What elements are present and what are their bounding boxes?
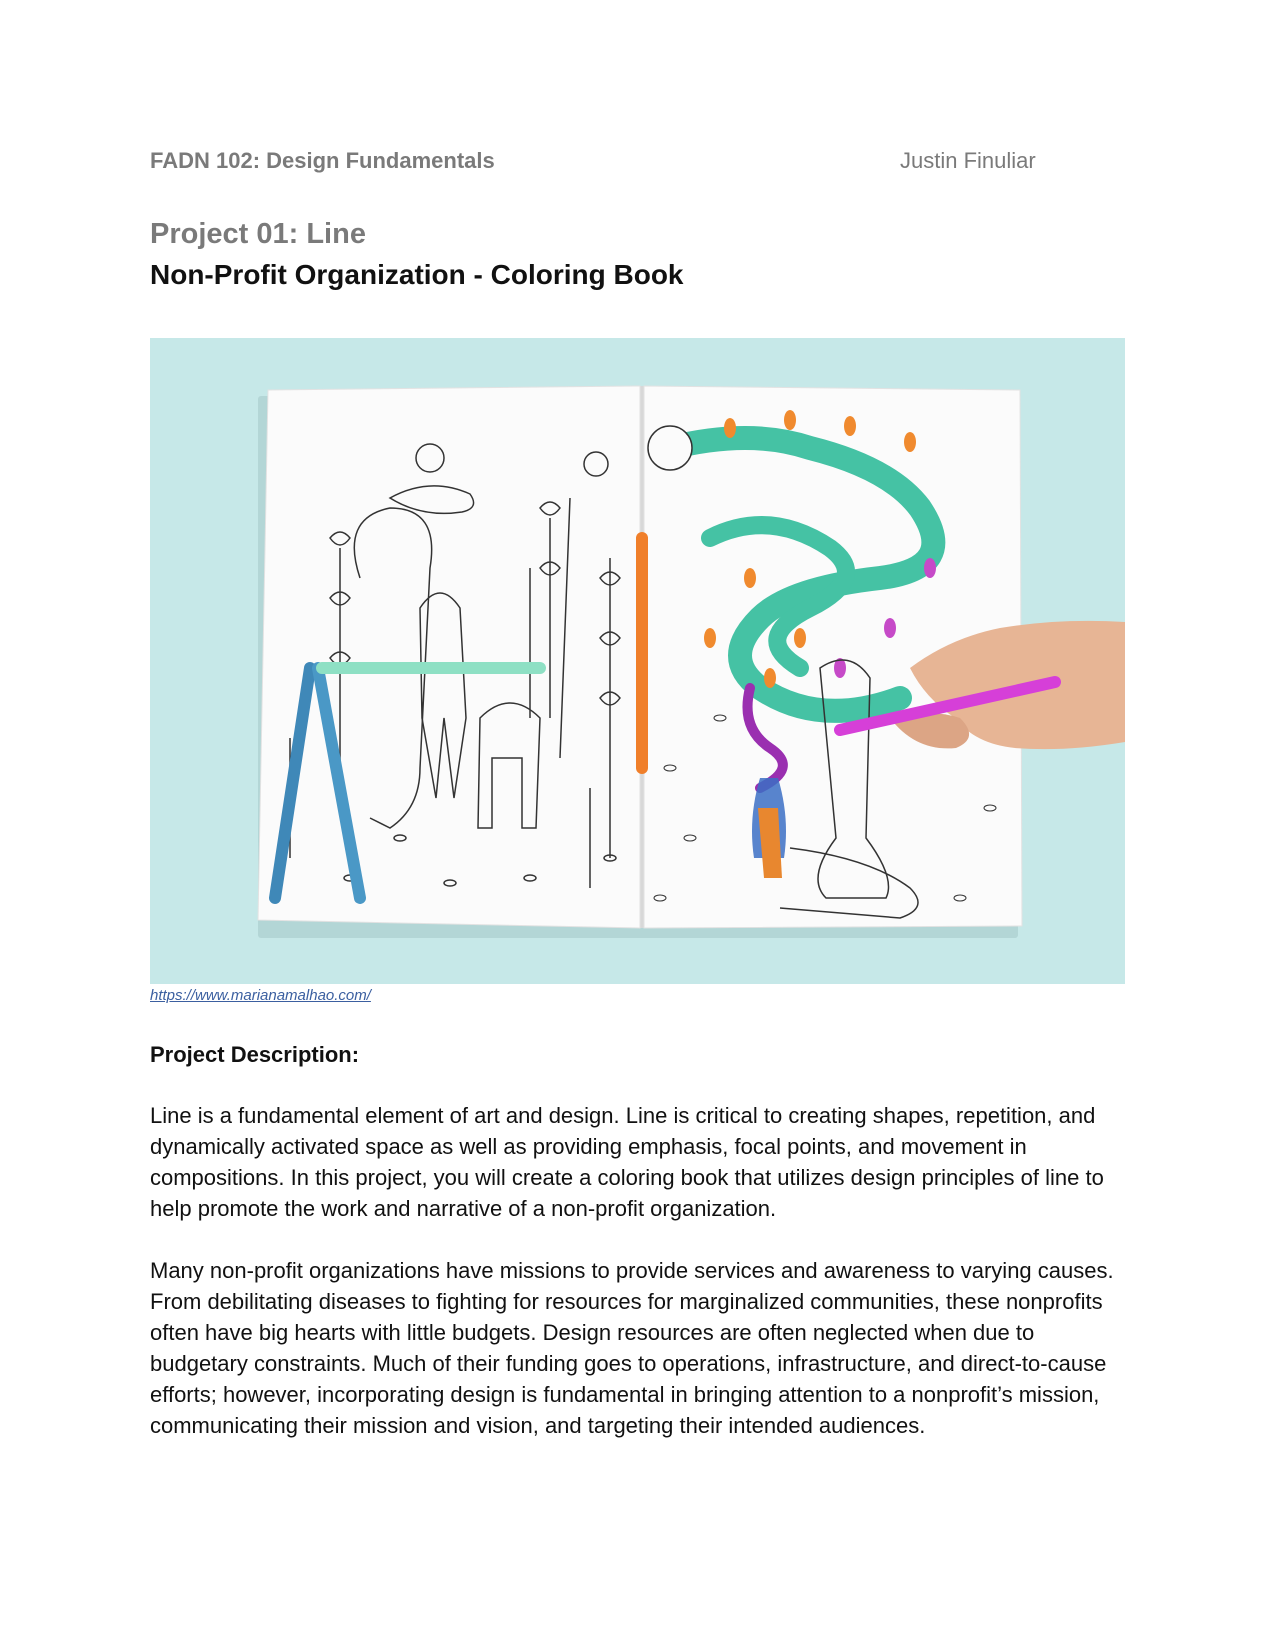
image-source-link[interactable]: https://www.marianamalhao.com/ — [150, 987, 371, 1004]
coloring-book-photo — [150, 338, 1125, 984]
project-title: Non-Profit Organization - Coloring Book — [150, 259, 684, 290]
author-name: Justin Finuliar — [900, 148, 1036, 173]
description-paragraph-1: Line is a fundamental element of art and design. Line is critical to creating shapes, repetition, and dynamically activated space as well as providing emphasis, focal points, and movement in compositions. In this project, you will create a coloring book that utilizes design principles of line to help promote the work and narrative of a non-profit organization. — [150, 1103, 1104, 1221]
project-number: Project 01: Line — [150, 218, 366, 250]
project-description-heading: Project Description: — [150, 1042, 360, 1067]
course-title: FADN 102: Design Fundamentals — [150, 148, 495, 173]
book-left-page — [258, 386, 640, 928]
description-paragraph-2: Many non-profit organizations have missions to provide services and awareness to varying causes. From debilitating diseases to fighting for resources for marginalized communities, these nonprofits often have big hearts with little budgets. Design resources are often neglected when due to budgetary constraints. Much of their funding goes to operations, infrastructure, and direct-to-cause efforts; however, incorporating design is fundamental in bringing attention to a nonprofit’s mission, communicating their mission and vision, and targeting their intended audiences. — [150, 1258, 1114, 1438]
